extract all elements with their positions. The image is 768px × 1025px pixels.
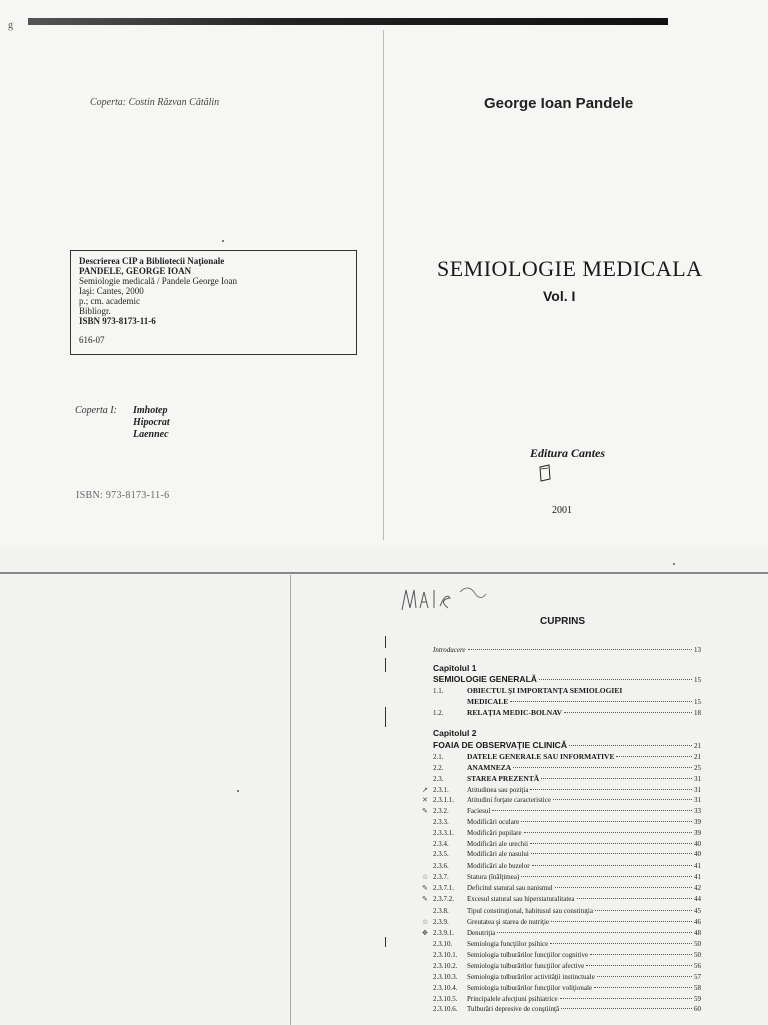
publisher-name: Editura Cantes — [530, 446, 606, 460]
toc-entry-label: Semiologia tulburărilor funcţiilor voliţionale — [467, 984, 593, 992]
toc-entry — [433, 697, 701, 706]
margin-bar — [385, 937, 386, 947]
toc-leader-dots — [492, 810, 692, 811]
toc-entry — [433, 984, 701, 992]
toc-entry-page: 39 — [694, 818, 701, 826]
toc-entry-label: Modificări oculare — [467, 818, 520, 826]
toc-entry-page: 41 — [694, 862, 701, 870]
page-fold — [383, 30, 384, 540]
toc-entry-number: 2.3.1. — [433, 786, 449, 794]
toc-entry — [433, 995, 701, 1003]
toc-leader-dots — [521, 876, 692, 877]
toc-entry-label: Greutatea şi starea de nutriţie — [467, 918, 550, 926]
toc-entry-page: 46 — [694, 918, 701, 926]
corner-mark: g — [8, 20, 13, 31]
toc-leader-dots — [590, 954, 692, 955]
pencil-mark-icon: ✎ — [422, 808, 428, 815]
toc-leader-dots — [468, 649, 692, 650]
toc-leader-dots — [524, 832, 692, 833]
toc-entry-number: 2.3.10.2. — [433, 962, 458, 970]
margin-bar — [385, 636, 386, 648]
toc-entry-number: 2.3.3. — [433, 818, 449, 826]
toc-entry-page: 45 — [694, 907, 701, 915]
toc-leader-dots — [550, 943, 692, 944]
toc-entry-page: 41 — [694, 873, 701, 881]
toc-entry-page: 21 — [694, 753, 701, 761]
toc-entry-page: 59 — [694, 995, 701, 1003]
toc-leader-dots — [560, 998, 692, 999]
toc-leader-dots — [569, 745, 692, 746]
toc-entry-label: Semiologia tulburărilor funcţiilor afective — [467, 962, 585, 970]
handwriting-scribble-icon — [398, 582, 498, 618]
toc-entry-label: Tipul constituţional, habitusul sau constituţia — [467, 907, 593, 915]
toc-entry-page: 50 — [694, 951, 701, 959]
toc-entry — [422, 873, 701, 881]
toc-entry — [433, 818, 701, 826]
toc-entry-number: 2.3.2. — [433, 807, 449, 815]
scan-speck — [673, 563, 675, 565]
toc-entry — [433, 1005, 701, 1013]
toc-leader-dots — [553, 799, 692, 800]
toc-leader-dots — [532, 865, 692, 866]
toc-leader-dots — [586, 965, 692, 966]
cip-classification: 616-07 — [79, 335, 105, 345]
toc-entry-label: Semiologia funcţiilor psihice — [467, 940, 549, 948]
toc-entry-page: 60 — [694, 1005, 701, 1013]
cip-line: Bibliogr. — [79, 306, 111, 316]
book-title: SEMIOLOGIE MEDICALA — [437, 256, 703, 281]
toc-leader-dots — [555, 887, 692, 888]
toc-entry — [433, 708, 701, 717]
toc-entry — [433, 850, 701, 858]
toc-leader-dots — [594, 987, 692, 988]
toc-leader-dots — [497, 932, 692, 933]
toc-entry-label: Principalele afecţiuni psihiatrice — [467, 995, 558, 1003]
toc-leader-dots — [531, 853, 692, 854]
toc-entry — [433, 646, 701, 654]
toc-entry-label: Denutriţia — [467, 929, 496, 937]
toc-entry — [433, 774, 701, 783]
margin-bar — [385, 707, 386, 727]
toc-entry-label: Introducere — [433, 646, 466, 654]
pencil-mark-icon: ✎ — [422, 896, 428, 903]
toc-entry — [433, 962, 701, 970]
toc-entry-label: Modificări pupilare — [467, 829, 522, 837]
pencil-mark-icon: ✎ — [422, 885, 428, 892]
coperta1-names — [133, 405, 170, 441]
toc-entry-number: 2.3.4. — [433, 840, 449, 848]
toc-leader-dots — [616, 756, 692, 757]
toc-entry — [433, 951, 701, 959]
toc-entry-label: FOAIA DE OBSERVAŢIE CLINICĂ — [433, 740, 567, 750]
cip-line: Semiologie medicală / Pandele George Ioan — [79, 276, 238, 286]
toc-leader-dots — [577, 898, 693, 899]
toc-entry — [433, 752, 701, 761]
cip-line: PANDELE, GEORGE IOAN — [79, 266, 192, 276]
toc-leader-dots — [551, 921, 692, 922]
toc-entry-number: 2.3.10. — [433, 940, 453, 948]
toc-leader-dots — [510, 701, 692, 702]
toc-entry-number: 2.3.1.1. — [433, 796, 454, 804]
toc-heading: CUPRINS — [540, 616, 586, 627]
coperta1-name: Imhotep — [133, 405, 168, 416]
pencil-mark-icon: ☆ — [422, 919, 429, 926]
toc-entry-label: Atitudinea sau poziţia — [467, 786, 529, 794]
scan-edge-line — [0, 572, 768, 574]
toc-entry-label: MEDICALE — [467, 697, 509, 706]
volume-label: Vol. I — [543, 288, 576, 304]
toc-entry-page: 44 — [694, 895, 701, 903]
publisher-logo-icon — [538, 464, 552, 482]
toc-entry-number: 2.3.10.3. — [433, 973, 458, 981]
toc-entry-number: 2.3.10.6. — [433, 1005, 458, 1013]
toc-leader-dots — [597, 976, 692, 977]
toc-entry — [422, 807, 701, 815]
toc-entry — [433, 940, 701, 948]
toc-entry — [433, 740, 701, 750]
scan-speck — [237, 790, 239, 792]
toc-leader-dots — [513, 767, 692, 768]
toc-entry-label: Semiologia tulburărilor activităţii instinctuale — [467, 973, 595, 981]
toc-entry-label: Excesul statural sau hiperstaturalitatea — [467, 895, 575, 903]
cip-lines — [79, 256, 237, 326]
toc-entry — [422, 884, 701, 892]
toc-entry-number: 2.3. — [433, 775, 444, 783]
cip-box — [70, 250, 357, 355]
toc-entry-number: 2.3.7. — [433, 873, 449, 881]
toc-entry-label: SEMIOLOGIE GENERALĂ — [433, 674, 537, 684]
toc-leader-dots — [541, 778, 692, 779]
toc-entry-number: 2.3.7.1. — [433, 884, 454, 892]
toc-leader-dots — [561, 1008, 692, 1009]
toc-entry — [433, 663, 701, 673]
toc-entry-page: 31 — [694, 786, 701, 794]
toc-entry-page: 18 — [694, 709, 701, 717]
toc-leader-dots — [530, 843, 692, 844]
toc-entry — [433, 763, 701, 772]
toc-entry-page: 48 — [694, 929, 701, 937]
toc-leader-dots — [521, 821, 692, 822]
toc-entry-page: 21 — [694, 742, 701, 750]
toc-leader-dots — [564, 712, 692, 713]
cip-line: Descrierea CIP a Bibliotecii Naţionale — [79, 256, 225, 266]
toc-entry-page: 42 — [694, 884, 701, 892]
toc-entry-page: 15 — [694, 676, 701, 684]
toc-entry-page: 13 — [694, 646, 701, 654]
publication-year: 2001 — [552, 505, 572, 516]
toc-entry-number: 2.3.3.1. — [433, 829, 454, 837]
toc-entry-label: Deficitul statural sau nanismul — [467, 884, 553, 892]
toc-entry — [433, 674, 701, 684]
scan-speck — [222, 240, 224, 242]
toc-entry-label: Statura (înălţimea) — [467, 873, 520, 881]
toc-entry-number: 2.3.5. — [433, 850, 449, 858]
scan-edge-band — [28, 18, 668, 25]
toc-entry-page: 58 — [694, 984, 701, 992]
toc-entry-number: 2.2. — [433, 764, 444, 772]
toc-entry — [422, 918, 701, 926]
toc-entry-label: Capitolul 2 — [433, 728, 477, 738]
isbn-footer: ISBN: 973-8173-11-6 — [76, 490, 170, 501]
toc-entry-label: Tulburări depresive de conştiinţă — [467, 1005, 560, 1013]
toc-entry-page: 40 — [694, 850, 701, 858]
toc-entry-number: 2.3.7.2. — [433, 895, 454, 903]
toc-entry — [433, 973, 701, 981]
toc-entry-label: RELAŢIA MEDIC-BOLNAV — [467, 708, 563, 717]
toc-entry-number: 2.3.8. — [433, 907, 449, 915]
toc-entry-page: 56 — [694, 962, 701, 970]
toc-entry-number: 2.3.10.1. — [433, 951, 458, 959]
toc-entry-page: 39 — [694, 829, 701, 837]
handwritten-note — [398, 582, 498, 618]
coperta1-label: Coperta I: — [75, 405, 117, 416]
cip-line: p.; cm. academic — [79, 296, 140, 306]
pencil-mark-icon: ☆ — [422, 874, 429, 881]
toc-entry — [422, 796, 701, 804]
author-name: George Ioan Pandele — [484, 95, 634, 112]
cover-credit: Coperta: Costin Răzvan Cătălin — [90, 97, 220, 108]
cip-line: Iaşi: Cantes, 2000 — [79, 286, 144, 296]
toc-entry-number: 2.3.9. — [433, 918, 449, 926]
toc-entry-number: 1.1. — [433, 687, 444, 695]
toc-entry-number: 1.2. — [433, 709, 444, 717]
pencil-mark-icon: ↗ — [422, 787, 428, 794]
toc-entry-number: 2.3.9.1. — [433, 929, 454, 937]
toc-entry-page: 31 — [694, 775, 701, 783]
page-fold-bottom — [290, 575, 291, 1025]
toc-entry — [422, 895, 701, 903]
toc-entry-label: STAREA PREZENTĂ — [467, 774, 540, 783]
toc-entry-page: 15 — [694, 698, 701, 706]
toc-entry — [422, 929, 701, 937]
coperta1-name: Laennec — [133, 429, 169, 440]
coperta1-name: Hipocrat — [133, 417, 170, 428]
toc-entry-page: 40 — [694, 840, 701, 848]
toc-entry-label: Atitudini forţate caracteristice — [467, 796, 551, 804]
toc-entry-number: 2.1. — [433, 753, 444, 761]
toc-entry — [433, 728, 701, 738]
toc-entry-label: Semiologia tulburărilor funcţiilor cognitive — [467, 951, 589, 959]
toc-entry-page: 57 — [694, 973, 701, 981]
toc-leader-dots — [530, 789, 692, 790]
toc-entry — [433, 907, 701, 915]
toc-leader-dots — [595, 910, 692, 911]
toc-entry-number: 2.3.10.4. — [433, 984, 458, 992]
toc-entry-number: 2.3.6. — [433, 862, 449, 870]
toc-entry-label: DATELE GENERALE SAU INFORMATIVE — [467, 752, 615, 761]
toc-entry — [433, 829, 701, 837]
pencil-mark-icon: ✕ — [422, 797, 428, 804]
toc-leader-dots — [539, 679, 692, 680]
toc-entry — [422, 786, 701, 794]
margin-bar — [385, 658, 386, 672]
toc-entry — [433, 686, 701, 695]
toc-entry-label: Capitolul 1 — [433, 663, 477, 673]
toc-entry — [433, 862, 701, 870]
toc-entry-label: OBIECTUL ŞI IMPORTANŢA SEMIOLOGIEI — [467, 686, 623, 695]
pencil-mark-icon: ✥ — [422, 930, 428, 937]
toc-entry-label: Faciesul — [467, 807, 491, 815]
toc-entry-label: Modificări ale buzelor — [467, 862, 530, 870]
toc-entry-page: 50 — [694, 940, 701, 948]
cip-line: ISBN 973-8173-11-6 — [79, 316, 156, 326]
toc-entry-page: 25 — [694, 764, 701, 772]
toc-entry-label: ANAMNEZA — [467, 763, 512, 772]
toc-entry-label: Modificări ale nasului — [467, 850, 529, 858]
toc-entry — [433, 840, 701, 848]
toc-entry-number: 2.3.10.5. — [433, 995, 458, 1003]
toc-entry-page: 33 — [694, 807, 701, 815]
toc-entry-page: 31 — [694, 796, 701, 804]
toc-entry-label: Modificări ale urechii — [467, 840, 529, 848]
